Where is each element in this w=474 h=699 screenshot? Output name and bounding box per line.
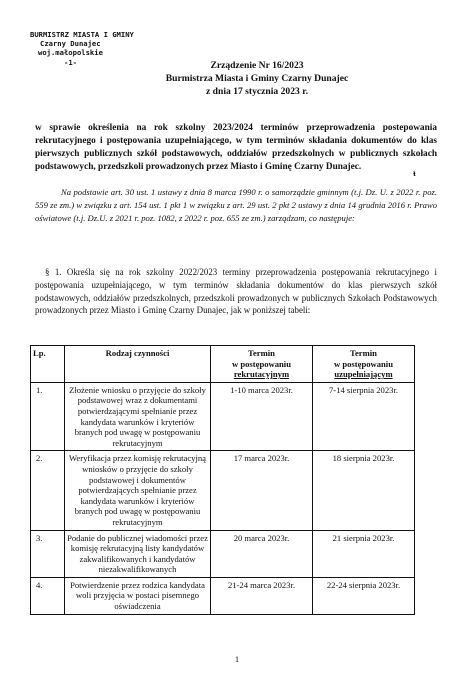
handwritten-mark: ᵼ (413, 168, 416, 178)
header-term-type: rekrutacyjnym (233, 369, 290, 380)
ordinance-number: Zrządzenie Nr 16/2023 (210, 60, 304, 71)
table-row (31, 530, 415, 577)
header-term-line: w postępowaniu (232, 358, 291, 369)
row-lp: 1. (31, 382, 65, 451)
stamp-line: woj.małopolskie (38, 48, 103, 58)
page-number: 1 (234, 654, 240, 664)
issuer: Burmistrza Miasta i Gminy Czarny Dunajec (165, 72, 349, 84)
header-activity: Rodzaj czynności (65, 346, 211, 383)
header-recruitment (211, 346, 313, 383)
row-activity: Złożenie wniosku o przyjęcie do szkoły podstawowej wraz z dokumentami potwierdzającymi spełnianie przez kandydata warunków i kryteriów branych pod uwagę w postępowaniu rekrutacyjnym (65, 382, 211, 451)
row-recruitment-date: 20 marca 2023r. (211, 530, 313, 577)
header-term-line: w postępowaniu (334, 358, 393, 369)
header-supplementary (313, 346, 415, 383)
schedule-table (30, 345, 415, 615)
row-lp: 3. (31, 530, 65, 577)
header-lp: Lp. (31, 346, 65, 383)
row-activity: Podanie do publicznej wiadomości przez komisję rekrutacyjną listy kandydatów zakwalifikowanych i kandydatów niezakwalifikowanych (65, 530, 211, 577)
table-row (31, 382, 415, 451)
table-row (31, 451, 415, 530)
ordinance-subject: w sprawie określenia na rok szkolny 2023/2024 terminów przeprowadzenia postepowania rekrutacyjnego i postępowania uzupełniającego, w tym terminów składania dokumentów do klas pierwszych publicznych szkół podstawowych, oddziałów przedszkolnych w publicznych szkołach podstawowych, przedszkoli prowadzonych przez Miasto i Gminę Czarny Dunajec. (35, 123, 437, 172)
row-lp: 2. (31, 451, 65, 530)
legal-basis: Na podstawie art. 30 ust. 1 ustawy z dnia 8 marca 1990 r. o samorządzie gminnym (t.j. Dz. U. z 2022 r. poz. 559 ze zm.) w związku z art. 154 ust. 1 pkt 1 w związku z art. 29 ust. 2 pkt 2 ustawy z dnia 14 grudnia 2016 r. Prawo oświatowe (t.j. Dz.U. z 2021 r. poz. 1082, z 2022 r. poz. 655 ze zm.) zarządzam, co następuje: (35, 187, 437, 223)
row-supplementary-date: 21 sierpnia 2023r. (313, 530, 415, 577)
row-lp: 4. (31, 577, 65, 614)
row-recruitment-date: 21-24 marca 2023r. (211, 577, 313, 614)
row-supplementary-date: 18 sierpnia 2023r. (313, 451, 415, 530)
document-header (0, 57, 474, 98)
issue-date: z dnia 17 stycznia 2023 r. (206, 85, 308, 97)
row-recruitment-date: 1-10 marca 2023r. (211, 382, 313, 451)
stamp-line: BURMISTRZ MIASTA I GMINY (30, 30, 134, 39)
header-term-type: uzupełniającym (334, 369, 393, 380)
row-activity: Weryfikacja przez komisję rekrutacyjną wniosków o przyjęcie do szkoły podstawowej i dokumentów potwierdzających spełnianie przez kandydata warunków i kryteriów branych pod uwagę w postępowaniu rekrutacyjnym (65, 451, 211, 530)
table-row (31, 577, 415, 614)
stamp-line: Czarny Dunajec (40, 39, 101, 49)
paragraph-1: § 1. Określa się na rok szkolny 2022/2023 terminy przeprowadzenia postępowania rekrutacyjnego i postępowania uzupełniającego, w tym terminów składania dokumentów do klas pierwszych szkół podstawowych, oddziałów przedszkolnych, przedszkoli prowadzonych w publicznych Szkołach Podstawowych prowadzonych przez Miasto i Gminę Czarny Dunajec, jak w poniższej tabeli: (35, 267, 437, 316)
table-header-row (31, 346, 415, 383)
row-supplementary-date: 7-14 sierpnia 2023r. (313, 382, 415, 451)
row-activity: Potwierdzenie przez rodzica kandydata woli przyjęcia w postaci pisemnego oświadczenia (65, 577, 211, 614)
row-recruitment-date: 17 marca 2023r. (211, 451, 313, 530)
header-term: Termin (350, 348, 377, 358)
header-term: Termin (248, 348, 275, 358)
stamp-line: -1- (64, 57, 77, 67)
row-supplementary-date: 22-24 sierpnia 2023r. (313, 577, 415, 614)
